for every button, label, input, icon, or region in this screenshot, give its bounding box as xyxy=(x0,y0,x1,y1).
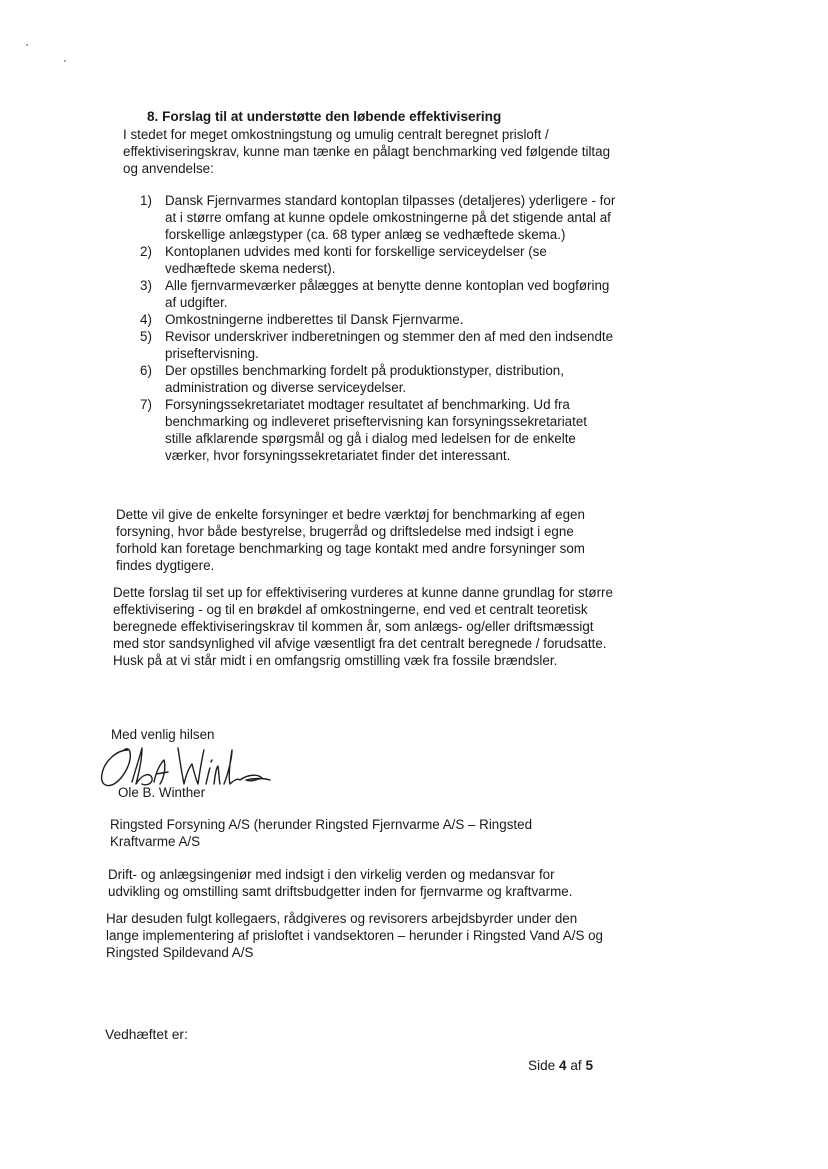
list-item-number: 3) xyxy=(140,278,152,293)
list-item xyxy=(140,192,616,243)
list-item-text: Dansk Fjernvarmes standard kontoplan tilpasses (detaljeres) yderligere - for at i større omfang at kunne opdele omkostningerne på det stigende antal af forskellige anlægstyper (ca. 68 typer anlæg se vedhæftede skema.) xyxy=(165,193,616,242)
page-number-prefix: Side xyxy=(528,1058,556,1073)
list-item-number: 6) xyxy=(140,363,152,378)
proposal-paragraph: Dette forslag til set up for effektivisering vurderes at kunne danne grundlag for større effektivisering - og til en brøkdel af omkostningerne, end ved et centralt teoretisk beregnede effektiviseringskrav til kommen år, som anlægs- og/eller driftsmæssigt med stor sandsynlighed vil afvige væsentligt fra det centralt beregnede / forudsatte. Husk på at vi står midt i en omfangsrig omstilling væk fra fossile brændsler. xyxy=(113,585,613,668)
list-item xyxy=(140,311,616,328)
company-paragraph: Ringsted Forsyning A/S (herunder Ringsted Fjernvarme A/S – Ringsted Kraftvarme A/S xyxy=(110,817,533,849)
list-item xyxy=(140,243,616,277)
proposal-list xyxy=(140,192,616,464)
page-number-current: 4 xyxy=(559,1058,567,1073)
list-item-number: 5) xyxy=(140,329,152,344)
list-item-number: 4) xyxy=(140,312,152,327)
page-number xyxy=(528,1058,648,1073)
list-item xyxy=(140,362,616,396)
list-item xyxy=(140,396,616,464)
section-heading: 8. Forslag til at understøtte den løbende effektivisering xyxy=(147,109,502,124)
attachment-label: Vedhæftet er: xyxy=(105,1027,188,1042)
list-item-text: Omkostningerne indberettes til Dansk Fjernvarme. xyxy=(165,312,464,327)
list-item-text: Revisor underskriver indberetningen og stemmer den af med den indsendte priseftervisning. xyxy=(165,329,614,361)
list-item-text: Alle fjernvarmeværker pålægges at benytte denne kontoplan ved bogføring af udgifter. xyxy=(165,278,610,310)
list-item-text: Forsyningssekretariatet modtager resultatet af benchmarking. Ud fra benchmarking og indleveret priseftervisning kan forsyningssekretariatet stille afklarende spørgsmål og gå i dialog med ledelsen for de enkelte værker, hvor forsyningssekretariatet finder det interessant. xyxy=(165,397,588,463)
list-item xyxy=(140,328,616,362)
page-number-separator: af xyxy=(570,1058,582,1073)
list-item-number: 7) xyxy=(140,397,152,412)
list-item xyxy=(140,277,616,311)
scan-speck xyxy=(26,44,28,46)
benefit-paragraph: Dette vil give de enkelte forsyninger et bedre værktøj for benchmarking af egen forsyning, hvor både bestyrelse, brugerråd og driftsledelse med indsigt i egne forhold kan foretage benchmarking og tage kontakt med andre forsyninger som findes dygtigere. xyxy=(116,507,585,573)
list-item-number: 1) xyxy=(140,193,152,208)
intro-paragraph: I stedet for meget omkostningstung og umulig centralt beregnet prisloft / effektiviseringskrav, kunne man tænke en pålagt benchmarking ved følgende tiltag og anvendelse: xyxy=(123,127,611,176)
scan-speck xyxy=(64,60,66,62)
list-item-text: Kontoplanen udvides med konti for forskellige serviceydelser (se vedhæftede skema nederst). xyxy=(165,244,547,276)
signer-name: Ole B. Winther xyxy=(118,785,206,800)
closing-greeting: Med venlig hilsen xyxy=(111,727,215,742)
list-item-number: 2) xyxy=(140,244,152,259)
page-number-total: 5 xyxy=(585,1058,594,1073)
role-paragraph: Drift- og anlægsingeniør med indsigt i den virkelig verden og medansvar for udvikling og omstilling samt driftsbudgetter inden for fjernvarme og kraftvarme. xyxy=(108,867,573,899)
list-item-text: Der opstilles benchmarking fordelt på produktionstyper, distribution, administration og diverse serviceydelser. xyxy=(165,363,564,395)
experience-paragraph: Har desuden fulgt kollegaers, rådgiveres og revisorers arbejdsbyrder under den lange implementering af prisloftet i vandsektoren – herunder i Ringsted Vand A/S og Ringsted Spildevand A/S xyxy=(106,911,603,960)
